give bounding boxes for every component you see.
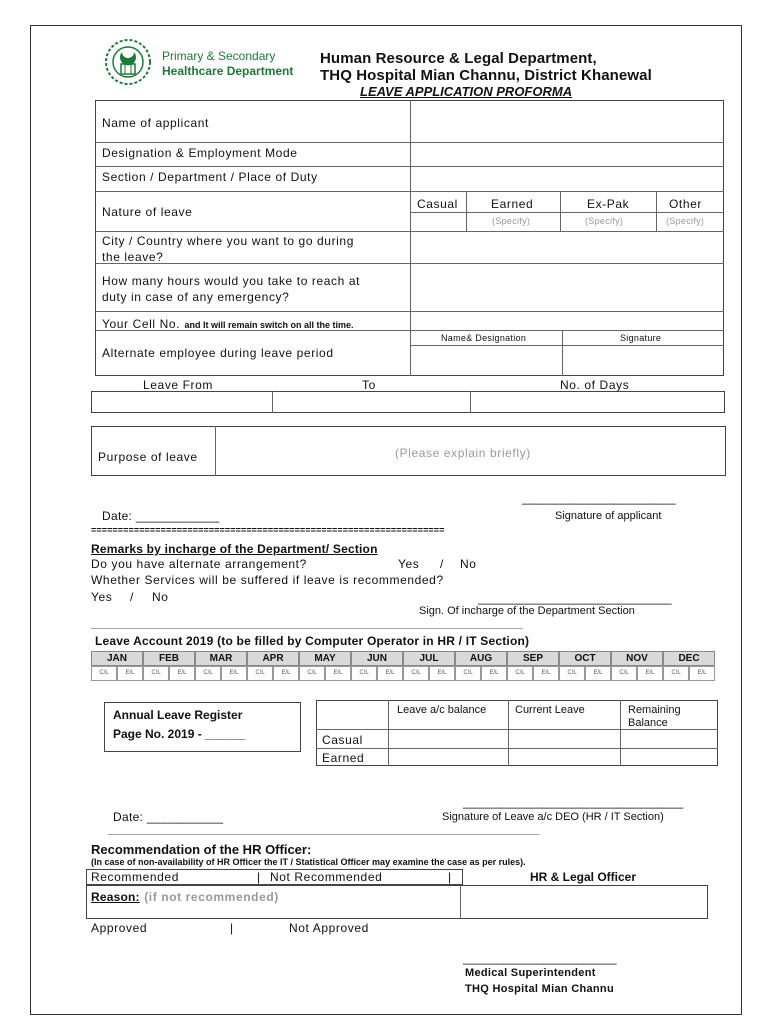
oct-cl-cell[interactable]: C/L (559, 666, 585, 681)
hr-legal-officer: HR & Legal Officer (530, 870, 637, 884)
hr-note: (In case of non-availability of HR Officer the IT / Statistical Officer may examine the case as per rules). (91, 857, 526, 867)
month-nov: NOV (611, 651, 663, 666)
nov-el-cell[interactable]: E/L (637, 666, 663, 681)
city-input[interactable] (412, 233, 722, 262)
mar-cl-cell[interactable]: C/L (195, 666, 221, 681)
row-casual: Casual (322, 733, 363, 747)
leave-account-heading: Leave Account 2019 (to be filled by Computer Operator in HR / IT Section) (95, 634, 530, 648)
sep-el-cell[interactable]: E/L (533, 666, 559, 681)
header-hospital: THQ Hospital Mian Channu, District Khanewal (320, 67, 652, 84)
label-nature: Nature of leave (102, 205, 193, 219)
page-title: LEAVE APPLICATION PROFORMA (360, 84, 573, 99)
sep-cl-cell[interactable]: C/L (507, 666, 533, 681)
q1-no-option[interactable]: No (460, 557, 477, 571)
q2-separator: / (130, 590, 134, 604)
govt-emblem-logo (104, 38, 152, 86)
month-dec: DEC (663, 651, 715, 666)
leave-to-input[interactable] (273, 392, 469, 412)
apr-el-cell[interactable]: E/L (273, 666, 299, 681)
cell-label (102, 315, 354, 333)
header-dept: Human Resource & Legal Department, (320, 50, 597, 67)
month-jan: JAN (91, 651, 143, 666)
leave-from-input[interactable] (92, 392, 271, 412)
jan-cl-cell[interactable]: C/L (91, 666, 117, 681)
reason-label (91, 888, 279, 906)
month-apr: APR (247, 651, 299, 666)
nov-cl-cell[interactable]: C/L (611, 666, 637, 681)
apr-cl-cell[interactable]: C/L (247, 666, 273, 681)
label-cell-note: and It will remain switch on all the time. (184, 320, 354, 330)
label-purpose: Purpose of leave (98, 450, 198, 464)
q-alternate-arrangement: Do you have alternate arrangement? (91, 557, 307, 571)
feb-cl-cell[interactable]: C/L (143, 666, 169, 681)
may-el-cell[interactable]: E/L (325, 666, 351, 681)
earned-specify[interactable]: (Specify) (492, 216, 531, 226)
may-cl-cell[interactable]: C/L (299, 666, 325, 681)
incharge-sign-line: _____________________________ (478, 591, 672, 605)
alternate-signature-input[interactable] (564, 347, 722, 375)
alt-signature-label: Signature (620, 333, 662, 343)
q-services-suffered: Whether Services will be suffered if leave is recommended? (91, 573, 444, 587)
label-hours-line1: How many hours would you take to reach at (102, 274, 361, 288)
deo-signature-label: Signature of Leave a/c DEO (HR / IT Section) (442, 811, 664, 823)
mar-el-cell[interactable]: E/L (221, 666, 247, 681)
feb-el-cell[interactable]: E/L (169, 666, 195, 681)
applicant-signature-line: _______________________ (522, 491, 676, 505)
name-input[interactable] (412, 102, 722, 140)
aug-cl-cell[interactable]: C/L (455, 666, 481, 681)
jan-el-cell[interactable]: E/L (117, 666, 143, 681)
hours-input[interactable] (412, 265, 722, 310)
col-current-leave: Current Leave (515, 704, 585, 716)
alternate-name-input[interactable] (412, 347, 560, 375)
label-leave-from: Leave From (143, 378, 214, 392)
label-designation: Designation & Employment Mode (102, 146, 298, 160)
month-sep: SEP (507, 651, 559, 666)
month-grid (91, 651, 715, 681)
jun-el-cell[interactable]: E/L (377, 666, 403, 681)
row-earned: Earned (322, 751, 365, 765)
month-jun: JUN (351, 651, 403, 666)
leave-type-expak[interactable]: Ex-Pak (587, 197, 630, 211)
leave-type-earned[interactable]: Earned (491, 197, 534, 211)
logo-line2: Healthcare Department (162, 64, 294, 78)
ms-sign-line: _______________________ (463, 951, 617, 965)
hr-heading: Recommendation of the HR Officer: (91, 842, 312, 857)
q2-no-option[interactable]: No (152, 590, 169, 604)
deo-date[interactable]: Date: ___________ (113, 810, 224, 824)
ms-hospital: THQ Hospital Mian Channu (465, 983, 614, 995)
pipe-3: | (230, 921, 234, 935)
month-aug: AUG (455, 651, 507, 666)
reason-title: Reason: (91, 890, 140, 904)
oct-el-cell[interactable]: E/L (585, 666, 611, 681)
logo-line1: Primary & Secondary (162, 49, 276, 63)
jul-cl-cell[interactable]: C/L (403, 666, 429, 681)
register-page-no[interactable]: Page No. 2019 - ______ (113, 727, 246, 741)
label-date[interactable]: Date: ____________ (102, 509, 220, 523)
incharge-sign-label: Sign. Of incharge of the Department Section (419, 605, 635, 617)
recommended-option[interactable]: Recommended (91, 870, 179, 884)
dec-el-cell[interactable]: E/L (689, 666, 715, 681)
label-hours-line2: duty in case of any emergency? (102, 290, 290, 304)
month-mar: MAR (195, 651, 247, 666)
leave-type-casual[interactable]: Casual (417, 197, 458, 211)
jun-cl-cell[interactable]: C/L (351, 666, 377, 681)
pipe-2: | (448, 870, 452, 884)
month-oct: OCT (559, 651, 611, 666)
not-approved-option[interactable]: Not Approved (289, 921, 369, 935)
days-input[interactable] (471, 392, 724, 412)
designation-input[interactable] (412, 144, 722, 164)
expak-specify[interactable]: (Specify) (585, 216, 624, 226)
month-may: MAY (299, 651, 351, 666)
aug-el-cell[interactable]: E/L (481, 666, 507, 681)
deo-dash-line: _________________________________________________________________________________________________ (108, 826, 540, 835)
leave-type-other[interactable]: Other (669, 197, 703, 211)
col-leave-balance: Leave a/c balance (397, 704, 487, 716)
label-to: To (362, 378, 376, 392)
ms-title: Medical Superintendent (465, 967, 596, 979)
q2-yes-option[interactable]: Yes (91, 590, 113, 604)
col-remaining-balance: Remaining Balance (628, 704, 681, 729)
not-recommended-option[interactable]: Not Recommended (270, 870, 383, 884)
month-feb: FEB (143, 651, 195, 666)
remarks-dash-line: _________________________________________________________________________________________________ (91, 620, 523, 629)
label-sig-applicant: Signature of applicant (555, 510, 662, 522)
section-input[interactable] (412, 168, 722, 189)
label-alternate: Alternate employee during leave period (102, 346, 334, 360)
deo-sign-line: _________________________________ (463, 795, 684, 809)
register-title: Annual Leave Register (113, 708, 243, 722)
month-jul: JUL (403, 651, 455, 666)
label-city-line1: City / Country where you want to go during (102, 234, 354, 248)
alt-name-designation-label: Name& Designation (441, 333, 527, 343)
label-city-line2: the leave? (102, 250, 164, 264)
other-specify[interactable]: (Specify) (666, 216, 705, 226)
separator: ================================================================== (91, 525, 445, 535)
q1-yes-option[interactable]: Yes (398, 557, 420, 571)
purpose-input[interactable]: (Please explain briefly) (395, 446, 531, 460)
remarks-heading: Remarks by incharge of the Department/ Section (91, 542, 378, 556)
approved-option[interactable]: Approved (91, 921, 148, 935)
dec-cl-cell[interactable]: C/L (663, 666, 689, 681)
label-cell: Your Cell No. (102, 317, 181, 331)
jul-el-cell[interactable]: E/L (429, 666, 455, 681)
reason-hint[interactable]: (if not recommended) (144, 890, 279, 904)
label-name: Name of applicant (102, 116, 209, 130)
label-days: No. of Days (560, 378, 630, 392)
pipe-1: | (257, 870, 261, 884)
label-section: Section / Department / Place of Duty (102, 170, 318, 184)
q1-separator: / (440, 557, 444, 571)
